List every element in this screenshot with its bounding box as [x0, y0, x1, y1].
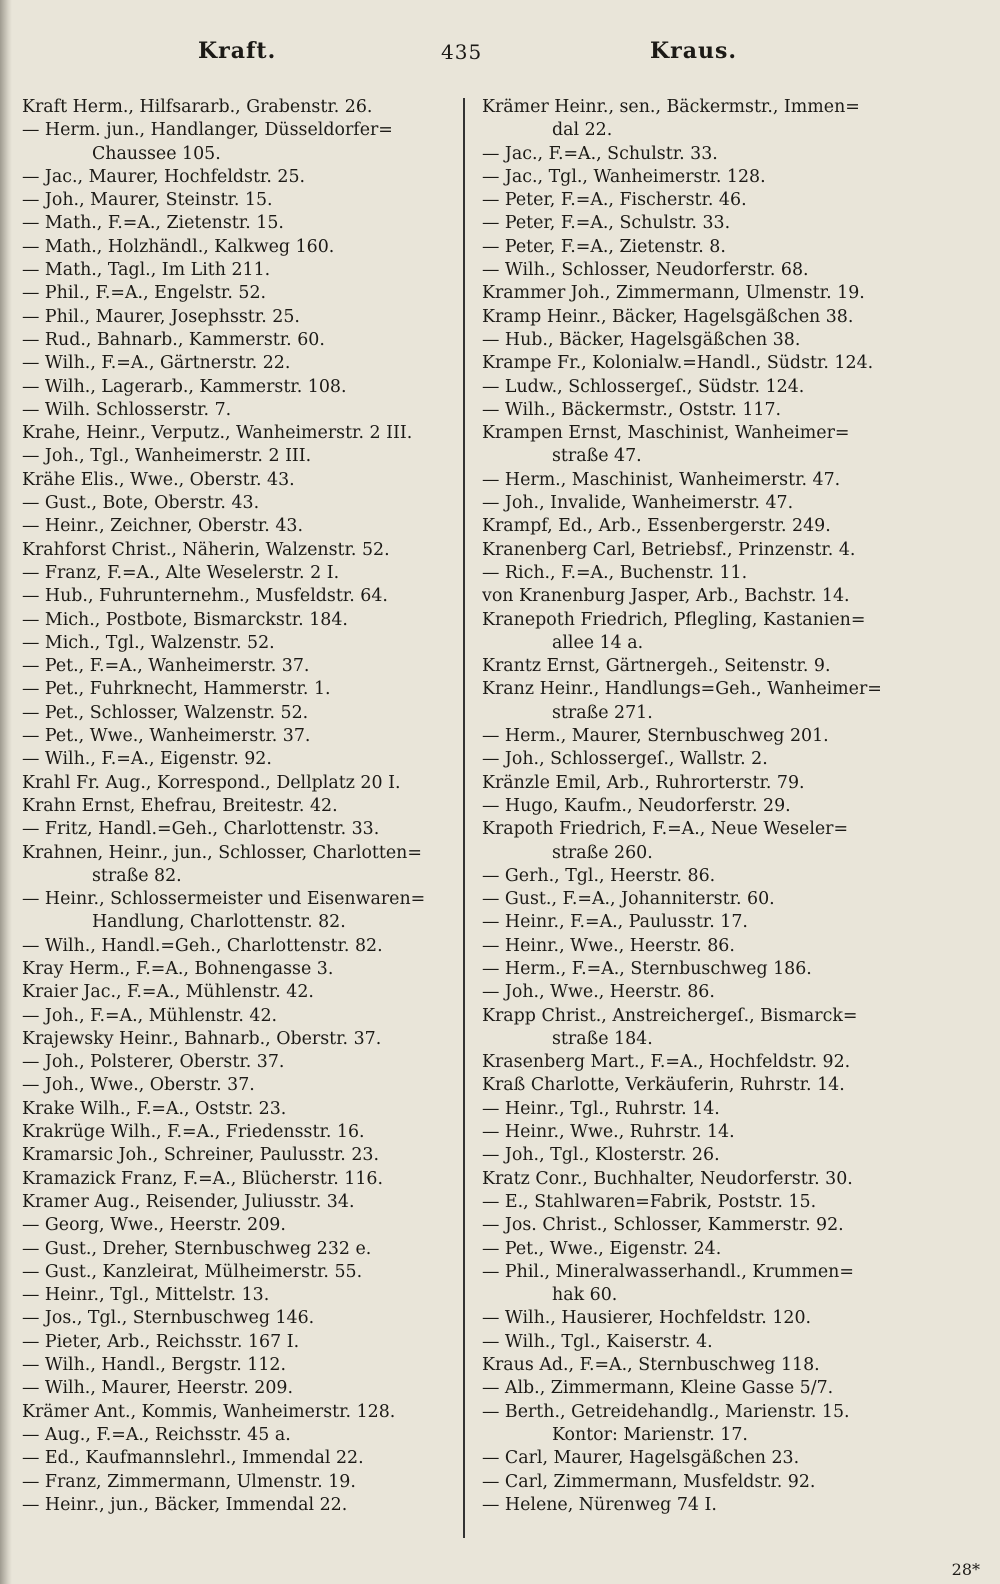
directory-entry: — Wilh., Maurer, Heerstr. 209. — [22, 1378, 293, 1399]
directory-entry: Krapp Christ., Anstreichergeſ., Bismarck= — [482, 1005, 858, 1026]
directory-entry: — Pieter, Arb., Reichsstr. 167 I. — [22, 1331, 300, 1352]
directory-entry: — Pet., F.=A., Wanheimerstr. 37. — [22, 656, 310, 677]
directory-entry: Handlung, Charlottenstr. 82. — [92, 912, 346, 933]
directory-entry: Krake Wilh., F.=A., Oststr. 23. — [22, 1098, 287, 1119]
directory-entry: — Jos., Tgl., Sternbuschweg 146. — [22, 1308, 315, 1329]
directory-entry: — Joh., F.=A., Mühlenstr. 42. — [22, 1005, 278, 1026]
directory-entry: Krasenberg Mart., F.=A., Hochfeldstr. 92. — [482, 1052, 851, 1073]
directory-entry: Krakrüge Wilh., F.=A., Friedensstr. 16. — [22, 1122, 365, 1143]
directory-entry: Krahnen, Heinr., jun., Schlosser, Charlotten= — [22, 842, 422, 863]
directory-entry: — Peter, F.=A., Fischerstr. 46. — [482, 190, 747, 211]
directory-entry: Kramazick Franz, F.=A., Blücherstr. 116. — [22, 1168, 384, 1189]
header-left-keyword: Kraft. — [198, 38, 277, 64]
directory-entry: — Heinr., Zeichner, Oberstr. 43. — [22, 516, 303, 537]
directory-entry: Kranepoth Friedrich, Pflegling, Kastanien= — [482, 609, 866, 630]
directory-entry: — Pet., Wwe., Eigenstr. 24. — [482, 1238, 722, 1259]
directory-entry: — Peter, F.=A., Schulstr. 33. — [482, 213, 731, 234]
directory-entry: — Heinr., F.=A., Paulusstr. 17. — [482, 912, 748, 933]
directory-entry: straße 82. — [92, 865, 182, 886]
directory-entry: — Ed., Kaufmannslehrl., Immendal 22. — [22, 1448, 364, 1469]
directory-entry: — Georg, Wwe., Heerstr. 209. — [22, 1215, 286, 1236]
directory-entry: — Pet., Schlosser, Walzenstr. 52. — [22, 702, 309, 723]
directory-entry: — Jac., F.=A., Schulstr. 33. — [482, 143, 718, 164]
directory-entry: — Math., Holzhändl., Kalkweg 160. — [22, 236, 335, 257]
directory-entry: — Math., Tagl., Im Lith 211. — [22, 260, 271, 281]
directory-entry: Krämer Heinr., sen., Bäckermstr., Immen= — [482, 97, 860, 117]
directory-entry: Kranenberg Carl, Betriebsf., Prinzenstr. 4. — [482, 539, 856, 560]
directory-entry: Krampf, Ed., Arb., Essenbergerstr. 249. — [482, 516, 831, 537]
right-column — [482, 96, 952, 1517]
directory-entry: Kray Herm., F.=A., Bohnengasse 3. — [22, 958, 334, 979]
directory-entry: Krampe Fr., Kolonialw.=Handl., Südstr. 124. — [482, 353, 874, 374]
directory-entry: — Carl, Zimmermann, Musfeldstr. 92. — [482, 1471, 816, 1492]
directory-entry: Krahe, Heinr., Verputz., Wanheimerstr. 2 III. — [22, 423, 413, 444]
directory-entry: von Kranenburg Jasper, Arb., Bachstr. 14. — [482, 586, 850, 607]
directory-entry: — Joh., Polsterer, Oberstr. 37. — [22, 1052, 285, 1073]
directory-entry: Krajewsky Heinr., Bahnarb., Oberstr. 37. — [22, 1028, 382, 1049]
directory-entry: Krähe Elis., Wwe., Oberstr. 43. — [22, 469, 295, 490]
directory-entry: — Wilh., Handl., Bergstr. 112. — [22, 1355, 287, 1376]
directory-entry: Chaussee 105. — [92, 143, 221, 164]
directory-entry: — Heinr., Tgl., Mittelstr. 13. — [22, 1285, 270, 1306]
directory-entry: — Hub., Bäcker, Hagelsgäßchen 38. — [482, 329, 801, 350]
column-divider — [463, 98, 465, 1538]
directory-entry: — Herm., Maschinist, Wanheimerstr. 47. — [482, 469, 841, 490]
directory-entry: Kränzle Emil, Arb., Ruhrorterstr. 79. — [482, 772, 805, 793]
directory-entry: — Joh., Schlossergeſ., Wallstr. 2. — [482, 749, 768, 770]
directory-entry: — Joh., Maurer, Steinstr. 15. — [22, 190, 273, 211]
directory-entry: — Phil., F.=A., Engelstr. 52. — [22, 283, 267, 304]
directory-entry: — Gust., Dreher, Sternbuschweg 232 e. — [22, 1238, 372, 1259]
header-right-keyword: Kraus. — [650, 38, 738, 64]
directory-entry: — Wilh., Tgl., Kaiserstr. 4. — [482, 1331, 713, 1352]
directory-entry: Kramarsic Joh., Schreiner, Paulusstr. 23. — [22, 1145, 379, 1166]
directory-entry: — Wilh., Bäckermstr., Oststr. 117. — [482, 399, 782, 420]
directory-entry: — Jac., Maurer, Hochfeldstr. 25. — [22, 166, 306, 187]
directory-entry: — Jos. Christ., Schlosser, Kammerstr. 92. — [482, 1215, 844, 1236]
directory-entry: Kranz Heinr., Handlungs=Geh., Wanheimer= — [482, 679, 882, 700]
directory-entry: — Wilh., F.=A., Eigenstr. 92. — [22, 749, 272, 770]
directory-entry: — Franz, Zimmermann, Ulmenstr. 19. — [22, 1471, 356, 1492]
directory-entry: Kratz Conr., Buchhalter, Neudorferstr. 30. — [482, 1168, 853, 1189]
left-column — [22, 96, 458, 1517]
directory-entry: Krampen Ernst, Maschinist, Wanheimer= — [482, 423, 850, 444]
directory-entry: — Peter, F.=A., Zietenstr. 8. — [482, 236, 726, 257]
directory-entry: — Joh., Invalide, Wanheimerstr. 47. — [482, 493, 794, 514]
directory-entry: — Mich., Tgl., Walzenstr. 52. — [22, 632, 275, 653]
directory-entry: — Carl, Maurer, Hagelsgäßchen 23. — [482, 1448, 800, 1469]
directory-entry: Kraß Charlotte, Verkäuferin, Ruhrstr. 14. — [482, 1075, 845, 1096]
directory-entry: — Math., F.=A., Zietenstr. 15. — [22, 213, 284, 234]
directory-entry: — Alb., Zimmermann, Kleine Gasse 5/7. — [482, 1378, 834, 1399]
directory-entry: — Pet., Wwe., Wanheimerstr. 37. — [22, 726, 311, 747]
directory-entry: hak 60. — [552, 1285, 618, 1306]
directory-entry: — Herm., F.=A., Sternbuschweg 186. — [482, 958, 812, 979]
directory-entry: — Joh., Wwe., Heerstr. 86. — [482, 982, 715, 1003]
directory-entry: — Helene, Nürenweg 74 I. — [482, 1494, 717, 1515]
directory-entry: Krahforst Christ., Näherin, Walzenstr. 52. — [22, 539, 390, 560]
directory-entry: — Gust., Bote, Oberstr. 43. — [22, 493, 260, 514]
directory-entry: Kramer Aug., Reisender, Juliusstr. 34. — [22, 1191, 355, 1212]
directory-entry: — Heinr., Schlossermeister und Eisenwaren= — [22, 889, 426, 910]
directory-entry: Krapoth Friedrich, F.=A., Neue Weseler= — [482, 819, 849, 840]
directory-entry: — Wilh., Schlosser, Neudorferstr. 68. — [482, 260, 809, 281]
directory-entry: — Herm. jun., Handlanger, Düsseldorfer= — [22, 120, 393, 141]
directory-entry: allee 14 a. — [552, 632, 644, 653]
directory-entry: — Hub., Fuhrunternehm., Musfeldstr. 64. — [22, 586, 388, 607]
directory-entry: — Wilh., Handl.=Geh., Charlottenstr. 82. — [22, 935, 383, 956]
directory-entry: Kraft Herm., Hilfsararb., Grabenstr. 26. — [22, 97, 373, 117]
page-binding-shadow — [0, 0, 12, 1584]
directory-entry: — Wilh., F.=A., Gärtnerstr. 22. — [22, 353, 291, 374]
directory-entry: Kraus Ad., F.=A., Sternbuschweg 118. — [482, 1355, 820, 1376]
directory-entry: — Joh., Tgl., Wanheimerstr. 2 III. — [22, 446, 312, 467]
directory-entry: Kramp Heinr., Bäcker, Hagelsgäßchen 38. — [482, 306, 854, 327]
directory-entry: — E., Stahlwaren=Fabrik, Poststr. 15. — [482, 1191, 817, 1212]
directory-entry: — Franz, F.=A., Alte Weselerstr. 2 I. — [22, 562, 340, 583]
directory-entry: — Pet., Fuhrknecht, Hammerstr. 1. — [22, 679, 331, 700]
directory-entry: — Jac., Tgl., Wanheimerstr. 128. — [482, 166, 766, 187]
directory-entry: — Fritz, Handl.=Geh., Charlottenstr. 33. — [22, 819, 380, 840]
directory-entry: dal 22. — [552, 120, 613, 141]
directory-entry: — Heinr., Wwe., Ruhrstr. 14. — [482, 1122, 735, 1143]
page-number: 435 — [441, 40, 483, 64]
directory-entry: — Joh., Tgl., Klosterstr. 26. — [482, 1145, 720, 1166]
directory-entry: — Berth., Getreidehandlg., Marienstr. 15. — [482, 1401, 850, 1422]
directory-entry: — Wilh. Schlosserstr. 7. — [22, 399, 232, 420]
directory-entry: straße 184. — [552, 1028, 653, 1049]
directory-entry: — Gerh., Tgl., Heerstr. 86. — [482, 865, 716, 886]
directory-entry: Krantz Ernst, Gärtnergeh., Seitenstr. 9. — [482, 656, 831, 677]
directory-entry: — Wilh., Lagerarb., Kammerstr. 108. — [22, 376, 347, 397]
directory-entry: — Heinr., Tgl., Ruhrstr. 14. — [482, 1098, 720, 1119]
directory-entry: — Phil., Maurer, Josephsstr. 25. — [22, 306, 300, 327]
directory-entry: — Heinr., Wwe., Heerstr. 86. — [482, 935, 735, 956]
directory-entry: — Rich., F.=A., Buchenstr. 11. — [482, 562, 748, 583]
directory-entry: Krämer Ant., Kommis, Wanheimerstr. 128. — [22, 1401, 396, 1422]
directory-entry: — Phil., Mineralwasserhandl., Krummen= — [482, 1261, 854, 1282]
directory-entry: Krahn Ernst, Ehefrau, Breitestr. 42. — [22, 795, 338, 816]
directory-entry: — Rud., Bahnarb., Kammerstr. 60. — [22, 329, 325, 350]
directory-entry: — Gust., Kanzleirat, Mülheimerstr. 55. — [22, 1261, 363, 1282]
directory-entry: — Gust., F.=A., Johanniterstr. 60. — [482, 889, 775, 910]
directory-entry: — Aug., F.=A., Reichsstr. 45 a. — [22, 1424, 291, 1445]
directory-entry: Krahl Fr. Aug., Korrespond., Dellplatz 20 I. — [22, 772, 401, 793]
directory-entry: — Joh., Wwe., Oberstr. 37. — [22, 1075, 255, 1096]
directory-entry: — Herm., Maurer, Sternbuschweg 201. — [482, 726, 829, 747]
directory-entry: — Hugo, Kaufm., Neudorferstr. 29. — [482, 795, 791, 816]
signature-mark: 28* — [951, 1560, 980, 1579]
directory-entry: straße 47. — [552, 446, 642, 467]
directory-entry: straße 271. — [552, 702, 653, 723]
directory-entry: Kraier Jac., F.=A., Mühlenstr. 42. — [22, 982, 314, 1003]
directory-entry: — Mich., Postbote, Bismarckstr. 184. — [22, 609, 348, 630]
directory-entry: — Wilh., Hausierer, Hochfeldstr. 120. — [482, 1308, 812, 1329]
directory-entry: Kontor: Marienstr. 17. — [552, 1424, 748, 1445]
directory-entry: — Heinr., jun., Bäcker, Immendal 22. — [22, 1494, 348, 1515]
directory-entry: — Ludw., Schlossergeſ., Südstr. 124. — [482, 376, 805, 397]
directory-entry: straße 260. — [552, 842, 653, 863]
directory-entry: Krammer Joh., Zimmermann, Ulmenstr. 19. — [482, 283, 865, 304]
